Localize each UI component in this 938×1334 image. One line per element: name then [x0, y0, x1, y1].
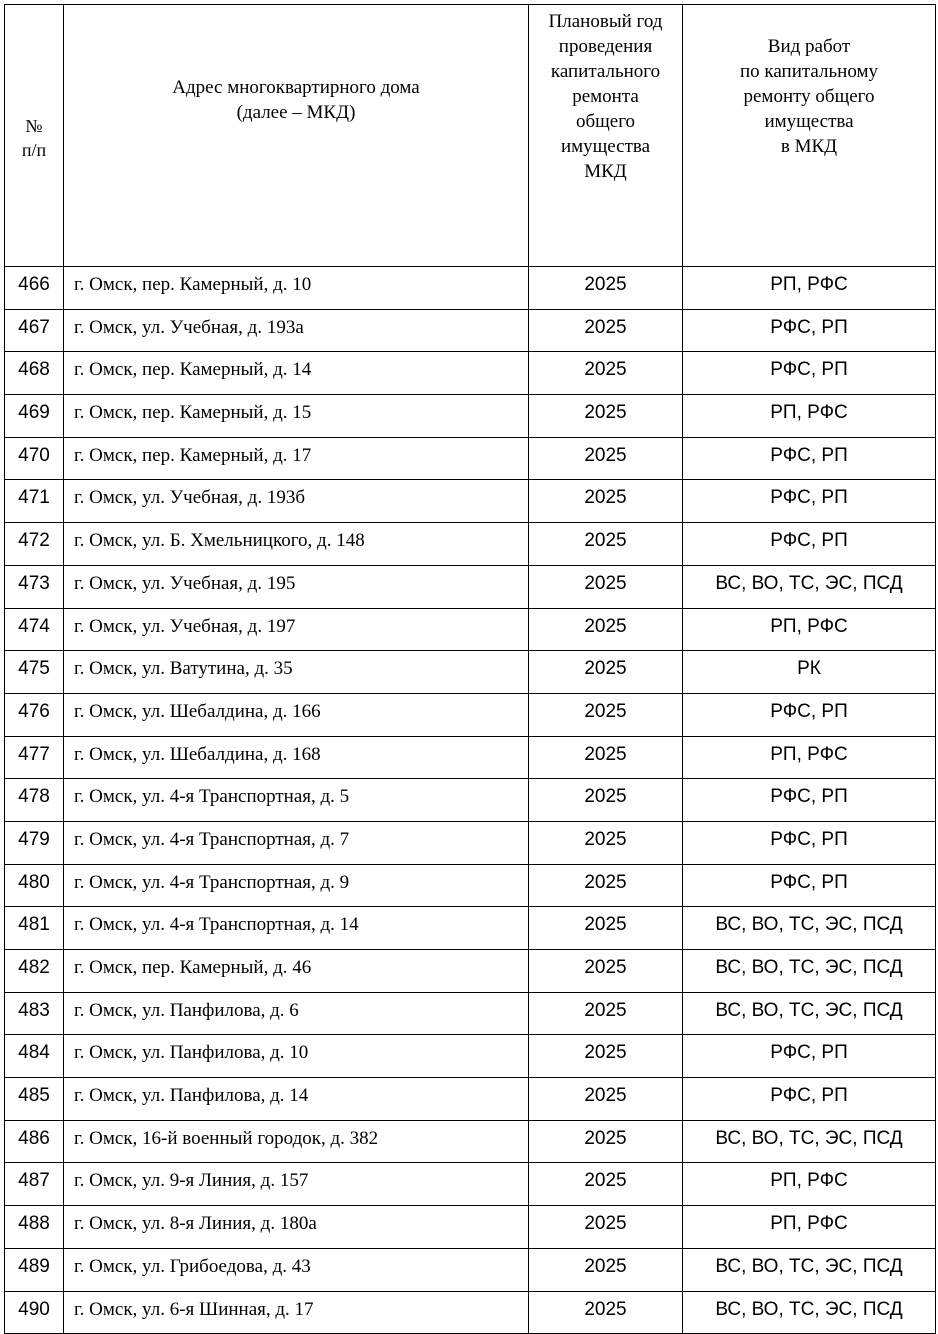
row-address: г. Омск, ул. Учебная, д. 193а [64, 309, 529, 352]
row-address: г. Омск, пер. Камерный, д. 17 [64, 437, 529, 480]
table-row [5, 1291, 936, 1334]
row-number: 475 [5, 651, 64, 694]
row-address: г. Омск, ул. Учебная, д. 195 [64, 565, 529, 608]
row-work-type: РК [683, 651, 936, 694]
row-address: г. Омск, ул. Учебная, д. 193б [64, 480, 529, 523]
row-year: 2025 [529, 565, 683, 608]
row-address: г. Омск, пер. Камерный, д. 10 [64, 267, 529, 310]
row-address: г. Омск, ул. Шебалдина, д. 166 [64, 693, 529, 736]
row-number: 466 [5, 267, 64, 310]
row-address: г. Омск, ул. Панфилова, д. 6 [64, 992, 529, 1035]
row-address: г. Омск, 16-й военный городок, д. 382 [64, 1120, 529, 1163]
row-work-type: РП, РФС [683, 267, 936, 310]
row-year: 2025 [529, 352, 683, 395]
row-year: 2025 [529, 864, 683, 907]
row-address: г. Омск, ул. Грибоедова, д. 43 [64, 1248, 529, 1291]
row-work-type: ВС, ВО, ТС, ЭС, ПСД [683, 992, 936, 1035]
row-work-type: РП, РФС [683, 395, 936, 438]
row-year: 2025 [529, 992, 683, 1035]
table-row [5, 693, 936, 736]
row-number: 469 [5, 395, 64, 438]
row-address: г. Омск, ул. Шебалдина, д. 168 [64, 736, 529, 779]
row-number: 470 [5, 437, 64, 480]
row-number: 467 [5, 309, 64, 352]
table-row [5, 1206, 936, 1249]
row-number: 488 [5, 1206, 64, 1249]
row-number: 487 [5, 1163, 64, 1206]
row-address: г. Омск, ул. Б. Хмельницкого, д. 148 [64, 523, 529, 566]
row-work-type: РФС, РП [683, 1078, 936, 1121]
row-year: 2025 [529, 693, 683, 736]
row-year: 2025 [529, 309, 683, 352]
row-address: г. Омск, ул. 8-я Линия, д. 180а [64, 1206, 529, 1249]
table-row [5, 1248, 936, 1291]
table-row [5, 779, 936, 822]
row-number: 476 [5, 693, 64, 736]
row-work-type: РФС, РП [683, 693, 936, 736]
row-address: г. Омск, ул. 4-я Транспортная, д. 7 [64, 821, 529, 864]
table-row [5, 1078, 936, 1121]
row-work-type: РФС, РП [683, 352, 936, 395]
table-row [5, 352, 936, 395]
row-number: 481 [5, 907, 64, 950]
table-row [5, 821, 936, 864]
header-work-type: Вид работ по капитальному ремонту общего имущества в МКД [683, 5, 936, 267]
row-work-type: ВС, ВО, ТС, ЭС, ПСД [683, 1291, 936, 1334]
table-row [5, 736, 936, 779]
row-year: 2025 [529, 1035, 683, 1078]
row-number: 489 [5, 1248, 64, 1291]
row-number: 490 [5, 1291, 64, 1334]
row-number: 478 [5, 779, 64, 822]
row-work-type: ВС, ВО, ТС, ЭС, ПСД [683, 1248, 936, 1291]
row-number: 485 [5, 1078, 64, 1121]
row-year: 2025 [529, 523, 683, 566]
row-address: г. Омск, пер. Камерный, д. 15 [64, 395, 529, 438]
row-work-type: РФС, РП [683, 864, 936, 907]
table-row [5, 565, 936, 608]
row-work-type: РП, РФС [683, 1206, 936, 1249]
row-work-type: РФС, РП [683, 1035, 936, 1078]
table-row [5, 992, 936, 1035]
row-work-type: РФС, РП [683, 309, 936, 352]
row-number: 486 [5, 1120, 64, 1163]
table-row [5, 437, 936, 480]
row-work-type: РП, РФС [683, 608, 936, 651]
header-num: № п/п [5, 5, 64, 267]
row-number: 480 [5, 864, 64, 907]
row-work-type: РФС, РП [683, 437, 936, 480]
row-year: 2025 [529, 437, 683, 480]
row-address: г. Омск, ул. Панфилова, д. 10 [64, 1035, 529, 1078]
table-row [5, 608, 936, 651]
row-address: г. Омск, ул. 6-я Шинная, д. 17 [64, 1291, 529, 1334]
table-row [5, 950, 936, 993]
table-row [5, 864, 936, 907]
row-number: 479 [5, 821, 64, 864]
capital-repair-table [4, 4, 936, 1334]
row-year: 2025 [529, 907, 683, 950]
table-row [5, 1163, 936, 1206]
row-address: г. Омск, пер. Камерный, д. 46 [64, 950, 529, 993]
row-year: 2025 [529, 1163, 683, 1206]
row-year: 2025 [529, 480, 683, 523]
row-address: г. Омск, ул. Ватутина, д. 35 [64, 651, 529, 694]
row-number: 483 [5, 992, 64, 1035]
row-number: 474 [5, 608, 64, 651]
table-body [5, 267, 936, 1334]
row-number: 484 [5, 1035, 64, 1078]
table-header [5, 5, 936, 267]
row-year: 2025 [529, 267, 683, 310]
row-work-type: РФС, РП [683, 821, 936, 864]
row-year: 2025 [529, 1078, 683, 1121]
row-year: 2025 [529, 608, 683, 651]
table-row [5, 907, 936, 950]
row-year: 2025 [529, 1248, 683, 1291]
row-address: г. Омск, ул. 4-я Транспортная, д. 9 [64, 864, 529, 907]
row-number: 468 [5, 352, 64, 395]
row-year: 2025 [529, 1206, 683, 1249]
row-address: г. Омск, пер. Камерный, д. 14 [64, 352, 529, 395]
table-row [5, 523, 936, 566]
table-row [5, 651, 936, 694]
row-address: г. Омск, ул. Учебная, д. 197 [64, 608, 529, 651]
table-row [5, 309, 936, 352]
row-work-type: ВС, ВО, ТС, ЭС, ПСД [683, 1120, 936, 1163]
table-row [5, 480, 936, 523]
row-number: 482 [5, 950, 64, 993]
row-work-type: РП, РФС [683, 1163, 936, 1206]
row-work-type: ВС, ВО, ТС, ЭС, ПСД [683, 565, 936, 608]
table-row [5, 267, 936, 310]
header-address: Адрес многоквартирного дома (далее – МКД) [64, 5, 529, 267]
row-address: г. Омск, ул. 4-я Транспортная, д. 5 [64, 779, 529, 822]
row-work-type: РФС, РП [683, 480, 936, 523]
row-year: 2025 [529, 779, 683, 822]
row-number: 473 [5, 565, 64, 608]
row-year: 2025 [529, 395, 683, 438]
row-year: 2025 [529, 736, 683, 779]
row-work-type: РФС, РП [683, 523, 936, 566]
header-year: Плановый год проведения капитального ремонта общего имущества МКД [529, 5, 683, 267]
row-year: 2025 [529, 821, 683, 864]
row-work-type: ВС, ВО, ТС, ЭС, ПСД [683, 950, 936, 993]
table-row [5, 1120, 936, 1163]
row-number: 472 [5, 523, 64, 566]
row-year: 2025 [529, 1120, 683, 1163]
row-year: 2025 [529, 1291, 683, 1334]
row-address: г. Омск, ул. 4-я Транспортная, д. 14 [64, 907, 529, 950]
row-number: 471 [5, 480, 64, 523]
row-number: 477 [5, 736, 64, 779]
row-address: г. Омск, ул. Панфилова, д. 14 [64, 1078, 529, 1121]
row-address: г. Омск, ул. 9-я Линия, д. 157 [64, 1163, 529, 1206]
row-work-type: ВС, ВО, ТС, ЭС, ПСД [683, 907, 936, 950]
row-work-type: РП, РФС [683, 736, 936, 779]
table-row [5, 1035, 936, 1078]
table-row [5, 395, 936, 438]
row-year: 2025 [529, 651, 683, 694]
row-year: 2025 [529, 950, 683, 993]
row-work-type: РФС, РП [683, 779, 936, 822]
